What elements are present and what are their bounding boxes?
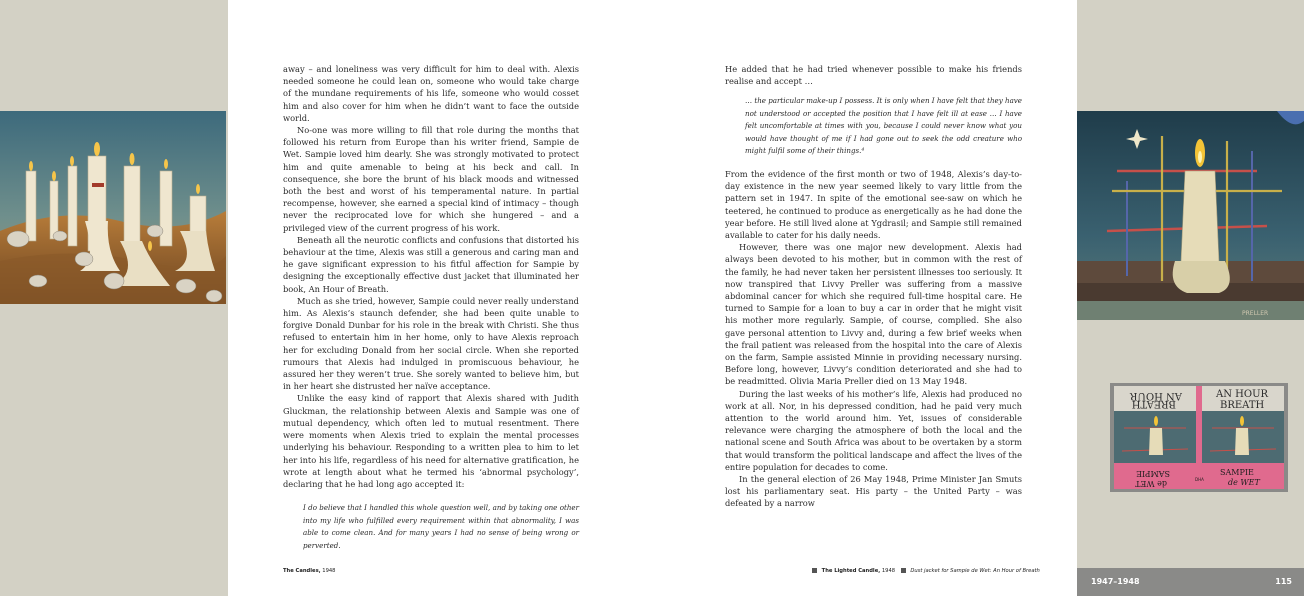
right-page	[652, 0, 1077, 596]
right-caption-year: 1948	[881, 568, 896, 574]
running-footer	[1077, 568, 1304, 596]
left-paragraph-5: Unlike the easy kind of rapport that Alexis shared with Judith Gluckman, the relationship between Alexis and Sampie was one of mutual dependency, which often led to mutual resentment. There were moments when Alexis tried to explain the mental processes underlying his behaviour. Responding to a written plea to him to let her into his life, regardless of his need for alternative gratification, he wrote at length about what he termed his ‘abnormal psychology’, declaring that he had long ago accepted it:	[283, 393, 579, 489]
painting-the-candles	[0, 111, 226, 304]
jacket-back-title-line2: BREATH	[1131, 398, 1176, 409]
right-paragraph-1: From the evidence of the first month or two of 1948, Alexis’s day-to-day existence in the new year seemed likely to vary little from the pattern set in 1947. In spite of the emotional see-saw on which he teetered, he continued to produce as energetically as he had done the year before. He still lived alone at Ygdrasil; and Sampie still remained available to cater for his daily needs.	[725, 168, 1022, 240]
right-text-column	[725, 63, 1022, 510]
right-paragraph-2: However, there was one major new development. Alexis had always been devoted to his mother, but in common with the rest of the family, he had never taken her persistent illnesses too seriously. It now transpired that Livvy Preller was suffering from a massive abdominal cancer for which she required full-time hospital care. He turned to Sampie for a loan to buy a car in order that he might visit his mother more regularly. Sampie, of course, complied. She also gave personal attention to Livvy and, during a few brief weeks when the frail patient was released from the hospital into the care of Alexis on the farm, Sampie assisted Minnie in providing necessary nursing. Before long, however, Livvy’s condition deteriorated and she had to be readmitted. Olivia Maria Preller died on 13 May 1948.	[725, 242, 1022, 387]
jacket-front-title-line2: BREATH	[1220, 400, 1265, 411]
jacket-front-author-line2: de WET	[1228, 478, 1260, 487]
right-intro: He added that he had tried whenever possible to make his friends realise and accept …	[725, 64, 1022, 87]
jacket-front-title-line1: AN HOUR	[1216, 389, 1269, 400]
lighted-candle-painting-image	[1077, 111, 1304, 320]
right-caption-title: The Lighted Candle,	[821, 568, 881, 574]
page-number: 115	[1275, 577, 1292, 586]
left-block-quote: I do believe that I handled this whole question well, and by taking one other into my life who fulfilled every requirement within that abnormality, I was able to come clean. And for many years I had no sense of being wrong or perverted.	[303, 503, 579, 550]
painting-signature: PRELLER	[1242, 310, 1269, 317]
candles-painting-image	[0, 111, 226, 304]
right-block-quote: … the particular make-up I possess. It is only when I have felt that they have not understood or accepted the position that I have felt ill at ease … I have felt uncomfortable at times with you, because I could never know what you would have thought of me if I had gone out to seek the odd creature who might fulfil some of their things.⁴	[745, 96, 1022, 156]
caption-square-icon	[901, 568, 906, 573]
left-paragraph-4: Much as she tried, however, Sampie could never really understand him. As Alexis’s staunch defender, she had been quite unable to forgive Donald Dunbar for his role in the break with Christi. She thus refused to entertain him in her home, only to have Alexis reproach her for excluding Donald from her social circle. When she reported rumours that Alexis had indulged in promiscuous behaviour, he assured her they weren’t true. She sorely wanted to believe him, but in her heart she distrusted her naïve acceptance.	[283, 295, 579, 392]
right-paragraph-4: In the general election of 26 May 1948, Prime Minister Jan Smuts lost his parliamentary seat. His party – the United Party – was defeated by a narrow	[725, 473, 1022, 509]
jacket-spine-text: DHA	[1195, 477, 1204, 482]
painting-the-lighted-candle	[1077, 111, 1304, 320]
right-paragraph-3: During the last weeks of his mother’s life, Alexis had produced no work at all. Nor, in his depressed condition, had he paid very much attention to the world around him. Yet, issues of considerable relevance were charging the atmosphere of both the local and the national scene and South Africa was about to be overtaken by a storm that would transform the political landscape and affect the lives of the entire population for decades to come.	[725, 388, 1022, 472]
right-caption	[812, 568, 1040, 574]
book-jacket-image	[1110, 383, 1288, 492]
left-paragraph-2: No-one was more willing to fill that role during the months that followed his return from Europe than his writer friend, Sampie de Wet. Sampie loved him dearly. She was strongly motivated to protect him and quite amenable to being at his beck and call. In consequence, she bore the brunt of his black moods and witnessed both the best and worst of his temperamental nature. In partial recompense, however, she earned a special kind of intimacy – though never the reciprocated love for which she hungered – and a privileged view of the current progress of his work.	[283, 125, 579, 233]
left-paragraph-3: Beneath all the neurotic conflicts and confusions that distorted his behaviour at the time, Alexis was still a generous and caring man and he gave significant expression to his fitful affection for Sampie by designing the exceptionally effective dust jacket that illuminated her book, An Hour of Breath.	[283, 234, 579, 294]
left-paragraph-1: away – and loneliness was very difficult for him to deal with. Alexis needed someone he could lean on, someone who would take charge of the mundane requirements of his life, someone who would cosset him and also cover for him when he didn’t want to face the outside world.	[283, 64, 579, 123]
jacket-back-author-line1: SAMPIE	[1136, 469, 1170, 478]
footer-years: 1947–1948	[1091, 577, 1140, 586]
jacket-front-author-line1: SAMPIE	[1220, 468, 1254, 477]
jacket-back-author-line2: de WET	[1135, 479, 1167, 488]
left-caption-title: The Candles,	[283, 568, 321, 574]
left-caption-year: 1948	[322, 568, 336, 574]
left-caption	[283, 568, 335, 574]
book-jacket-an-hour-of-breath	[1110, 383, 1288, 492]
right-caption-second: Dust jacket for Sampie de Wet: An Hour of Breath	[910, 568, 1040, 574]
jacket-back-title-line1: AN HOUR	[1129, 390, 1182, 401]
left-page	[228, 0, 652, 596]
left-text-column	[283, 63, 579, 552]
caption-square-icon	[812, 568, 817, 573]
